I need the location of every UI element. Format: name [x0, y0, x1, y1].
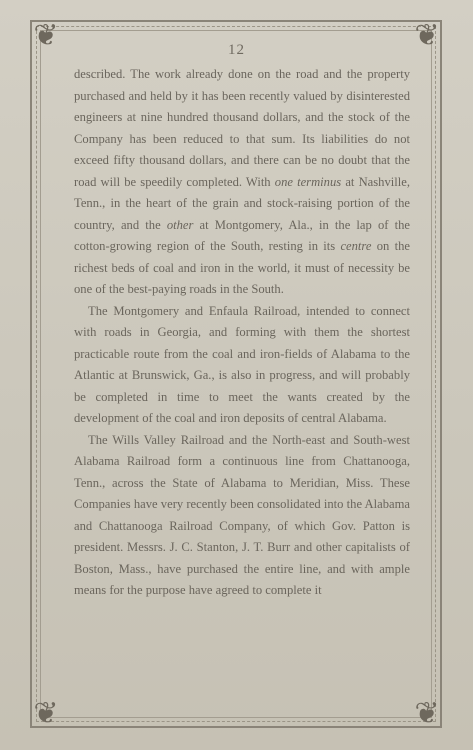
text-run-italic: centre — [340, 239, 372, 253]
text-run: at Nashville, Tenn., in the heart of the grain and stock-raising portion of the country, and the — [74, 174, 410, 232]
text-run-italic: other — [166, 217, 194, 232]
corner-ornament-icon: ❦ — [33, 19, 59, 52]
text-run: The Montgomery and Enfaula Railroad, intended to connect with roads in Georgia, and forming with them the shortest practicable route from the coal and iron-fields of Alabama to the Atlantic at Brunswick, Ga., is also in progress, and will probably be completed in time to meet the wants created by the development of the coal and iron deposits of central Alabama. — [74, 303, 410, 425]
corner-ornament-icon: ❦ — [414, 19, 440, 52]
body-text — [74, 64, 410, 602]
text-run: at Montgomery, Ala., in the lap of the cotton-growing region of the South, resting in its — [74, 217, 410, 253]
corner-ornament-icon: ❦ — [414, 697, 440, 730]
paragraph-1 — [74, 64, 410, 301]
text-run: described. The work already done on the road and the property purchased and held by it has been recently valued by disinterested engineers at nine hundred thousand dollars, and the stock of the Company has been reduced to that sum. Its liabilities do not exceed fifty thousand dollars, and there can be no doubt that the road will be speedily completed. With — [74, 67, 410, 189]
text-run-italic: one terminus — [274, 174, 342, 189]
text-run: on the richest beds of coal and iron in the world, it must of necessity be one of the best-paying roads in the South. — [74, 239, 410, 296]
text-run: The Wills Valley Railroad and the North-east and South-west Alabama Railroad form a continuous line from Chattanooga, Tenn., across the State of Alabama to Meridian, Miss. These Companies have very recently been consolidated into the Alabama and Chattanooga Railroad Company, of which Gov. Patton is president. Messrs. J. C. Stanton, J. T. Burr and other capitalists of Boston, Mass., have purchased the entire line, and with ample means for the purpose have agreed to complete it — [74, 432, 410, 597]
paragraph-3 — [74, 430, 410, 602]
corner-ornament-icon: ❦ — [33, 697, 59, 730]
page-number: 12 — [228, 42, 245, 58]
paragraph-2 — [74, 301, 410, 430]
